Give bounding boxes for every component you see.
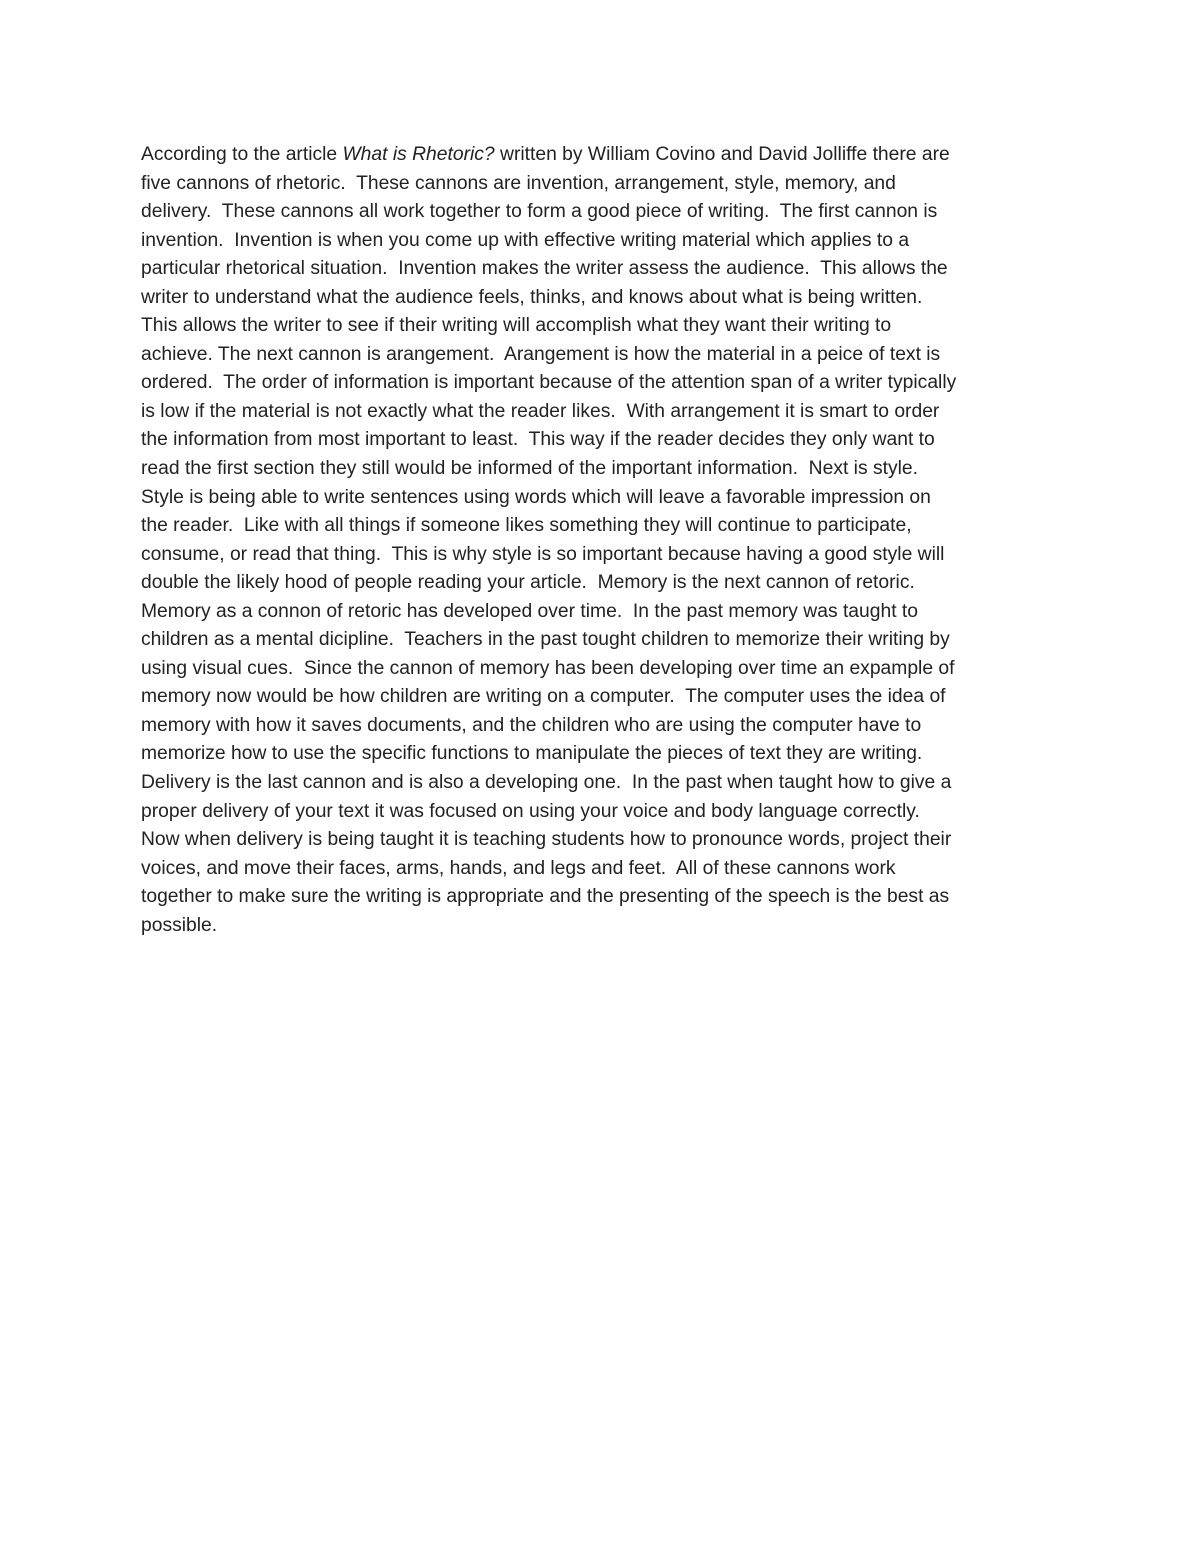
- essay-line: read the first section they still would be informed of the important information. Next is style.: [141, 458, 918, 480]
- essay-line: Style is being able to write sentences using words which will leave a favorable impression on: [141, 486, 931, 508]
- essay-line: the information from most important to least. This way if the reader decides they only want to: [141, 429, 935, 451]
- essay-line: memory with how it saves documents, and the children who are using the computer have to: [141, 714, 922, 736]
- article-title: What is Rhetoric?: [342, 144, 495, 165]
- essay-line-authors: written by William Covino and David Jolliffe there are: [494, 144, 950, 165]
- essay-line: voices, and move their faces, arms, hands, and legs and feet. All of these cannons work: [141, 857, 896, 879]
- essay-line: [141, 141, 1071, 170]
- essay-line: possible.: [141, 914, 218, 936]
- essay-line: ordered. The order of information is important because of the attention span of a writer typically: [141, 372, 957, 394]
- essay-line: using visual cues. Since the cannon of memory has been developing over time an expample of: [141, 657, 955, 679]
- essay-line: particular rhetorical situation. Invention makes the writer assess the audience. This allows the: [141, 258, 948, 280]
- essay-line: Memory as a connon of retoric has developed over time. In the past memory was taught to: [141, 600, 918, 622]
- essay-line: Delivery is the last cannon and is also a developing one. In the past when taught how to give a: [141, 772, 952, 794]
- essay-line: delivery. These cannons all work together to form a good piece of writing. The first cannon is: [141, 201, 938, 223]
- essay-line: writer to understand what the audience feels, thinks, and knows about what is being written.: [141, 286, 923, 308]
- essay-line: This allows the writer to see if their writing will accomplish what they want their writing to: [141, 315, 892, 337]
- essay-line: memorize how to use the specific functions to manipulate the pieces of text they are writing.: [141, 743, 923, 765]
- essay-line: invention. Invention is when you come up with effective writing material which applies to a: [141, 229, 910, 251]
- essay-line: consume, or read that thing. This is why style is so important because having a good style will: [141, 543, 945, 565]
- essay-line-intro: According to the article: [141, 144, 343, 165]
- essay-line: proper delivery of your text it was focused on using your voice and body language correctly.: [141, 800, 920, 822]
- essay-paragraph: [141, 141, 1071, 940]
- essay-line: achieve. The next cannon is arangement. Arangement is how the material in a peice of text is: [141, 343, 941, 365]
- essay-line: is low if the material is not exactly what the reader likes. With arrangement it is smart to order: [141, 400, 940, 422]
- essay-line: double the likely hood of people reading your article. Memory is the next cannon of retoric.: [141, 572, 915, 594]
- essay-line: Now when delivery is being taught it is teaching students how to pronounce words, project their: [141, 829, 952, 851]
- essay-line: the reader. Like with all things if someone likes something they will continue to participate,: [141, 515, 912, 537]
- essay-line: five cannons of rhetoric. These cannons are invention, arrangement, style, memory, and: [141, 172, 896, 194]
- essay-line: memory now would be how children are writing on a computer. The computer uses the idea of: [141, 686, 946, 708]
- essay-line: children as a mental dicipline. Teachers in the past tought children to memorize their writing by: [141, 629, 950, 651]
- essay-line: together to make sure the writing is appropriate and the presenting of the speech is the best as: [141, 886, 950, 908]
